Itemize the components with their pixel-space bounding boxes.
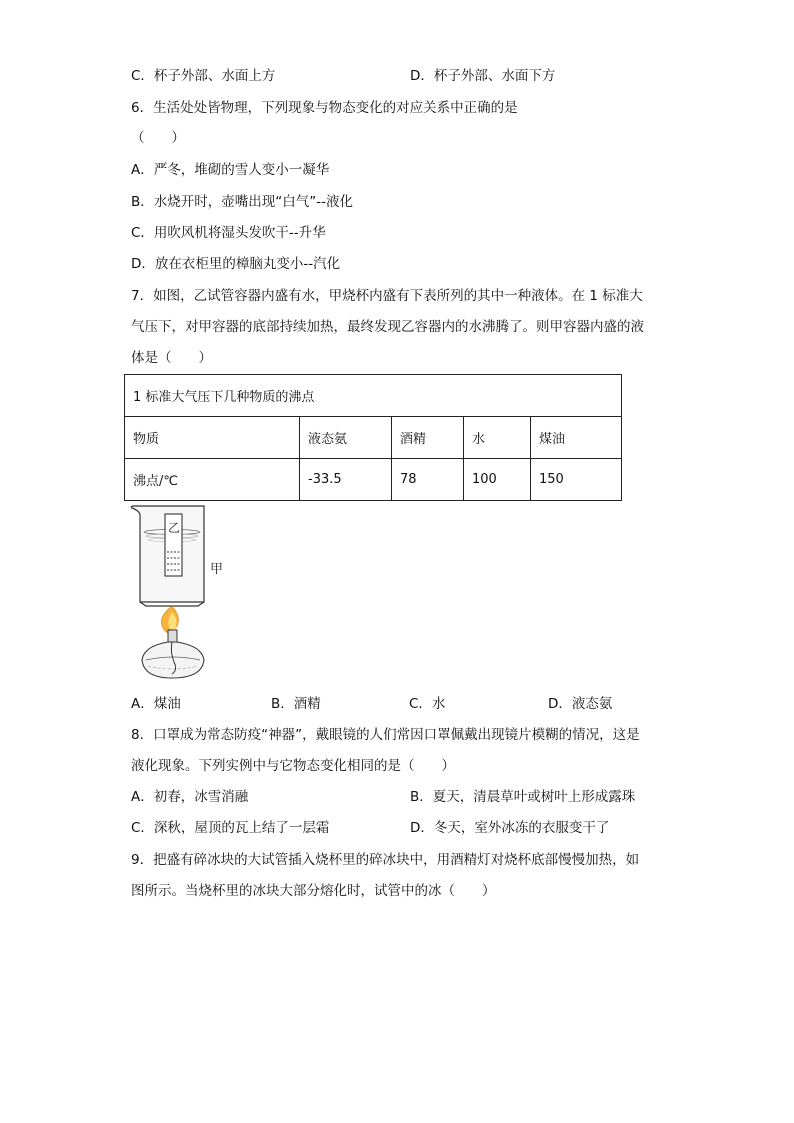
q8-option-d: D．冬天，室外冰冻的衣服变干了 xyxy=(410,820,610,836)
q8-option-a: A．初春，冰雪消融 xyxy=(131,789,249,805)
table-caption-row xyxy=(125,375,622,417)
q8-stem-line2: 液化现象。下列实例中与它物态变化相同的是（ ） xyxy=(131,758,455,774)
beaker-label: 甲 xyxy=(210,562,224,577)
table-header-cell: 煤油 xyxy=(531,417,622,459)
q9-stem-line1: 9．把盛有碎冰块的大试管插入烧杯里的碎冰块中，用酒精灯对烧杯底部慢慢加热，如 xyxy=(131,852,640,868)
q7-stem-line3: 体是（ ） xyxy=(131,350,212,366)
table-caption: 1 标准大气压下几种物质的沸点 xyxy=(125,375,622,417)
tube-label: 乙 xyxy=(168,521,181,535)
q6-option-b: B．水烧开时，壶嘴出现“白气”--液化 xyxy=(131,194,353,210)
table-cell: 78 xyxy=(392,459,464,501)
q6-answer-blank: （ ） xyxy=(131,130,185,146)
q8-option-b: B．夏天，清晨草叶或树叶上形成露珠 xyxy=(410,789,636,805)
beaker-heating-diagram xyxy=(126,502,236,684)
table-cell: -33.5 xyxy=(300,459,392,501)
table-cell: 100 xyxy=(464,459,531,501)
table-row xyxy=(125,459,622,501)
table-header-cell: 物质 xyxy=(125,417,300,459)
q6-stem: 6．生活处处皆物理，下列现象与物态变化的对应关系中正确的是 xyxy=(131,100,518,116)
table-cell: 150 xyxy=(531,459,622,501)
q7-stem-line1: 7．如图，乙试管容器内盛有水，甲烧杯内盛有下表所列的其中一种液体。在 1 标准大 xyxy=(131,288,643,304)
q5-option-d: D．杯子外部、水面下方 xyxy=(410,68,556,84)
q8-stem-line1: 8．口罩成为常态防疫“神器”，戴眼镜的人们常因口罩佩戴出现镜片模糊的情况，这是 xyxy=(131,727,640,743)
flame xyxy=(161,606,178,633)
alcohol-lamp xyxy=(142,630,204,678)
q6-option-c: C．用吹风机将湿头发吹干--升华 xyxy=(131,225,326,241)
q9-stem-line2: 图所示。当烧杯里的冰块大部分熔化时，试管中的冰（ ） xyxy=(131,883,496,899)
q6-option-d: D．放在衣柜里的樟脑丸变小--汽化 xyxy=(131,256,341,272)
table-header-cell: 水 xyxy=(464,417,531,459)
table-header-cell: 酒精 xyxy=(392,417,464,459)
q7-stem-line2: 气压下，对甲容器的底部持续加热，最终发现乙容器内的水沸腾了。则甲容器内盛的液 xyxy=(131,319,644,335)
q7-option-c: C．水 xyxy=(409,696,446,712)
table-cell: 沸点/℃ xyxy=(125,459,300,501)
q7-option-b: B．酒精 xyxy=(271,696,321,712)
table-header-row xyxy=(125,417,622,459)
q6-option-a: A．严冬，堆砌的雪人变小一凝华 xyxy=(131,162,330,178)
q5-option-c: C．杯子外部、水面上方 xyxy=(131,68,276,84)
table-header-cell: 液态氨 xyxy=(300,417,392,459)
q8-option-c: C．深秋，屋顶的瓦上结了一层霜 xyxy=(131,820,330,836)
q7-option-a: A．煤油 xyxy=(131,696,181,712)
q7-option-d: D．液态氨 xyxy=(548,696,613,712)
boiling-point-table xyxy=(124,374,622,501)
